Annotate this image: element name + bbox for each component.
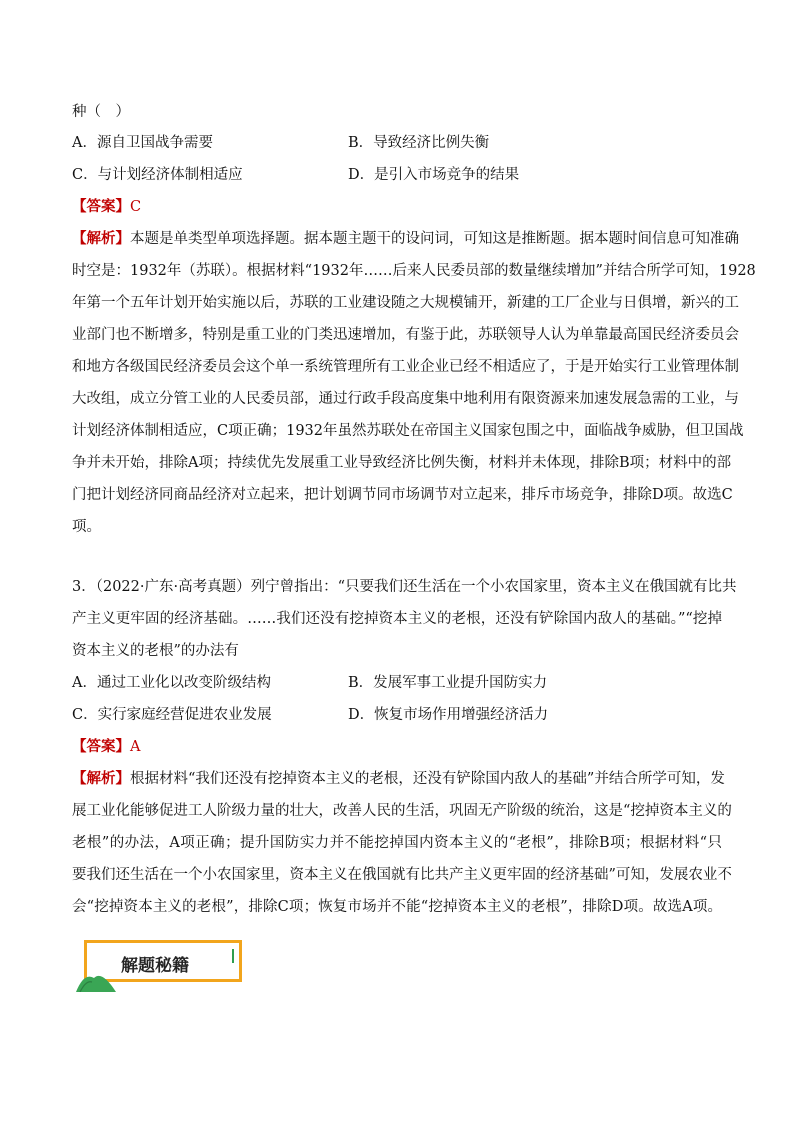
badge-accent-mark [232, 949, 234, 963]
question-3-stem: 3．（2022·广东·高考真题）列宁曾指出：“只要我们还生活在一个小农国家里，资本主义在俄国就有比共 [72, 579, 737, 595]
question-2-stem-tail: 种（ ） [72, 104, 130, 120]
answer-value: A [130, 739, 141, 755]
q2-analysis-line: 业部门也不断增多，特别是重工业的门类迅速增加，有鉴于此，苏联领导人认为单靠最高国民经济委员会 [72, 327, 739, 343]
q3-option-b: B．发展军事工业提升国防实力 [348, 675, 548, 691]
answer-value: C [130, 199, 142, 215]
q2-analysis-line: 【解析】本题是单类型单项选择题。据本题主题干的设问词，可知这是推断题。据本题时间信息可知准确 [72, 230, 739, 247]
q2-option-c: C．与计划经济体制相适应 [72, 167, 243, 183]
q3-option-d: D．恢复市场作用增强经济活力 [348, 707, 549, 723]
q3-analysis-line: 要我们还生活在一个小农国家里，资本主义在俄国就有比共产主义更牢固的经济基础”可知，发展农业不 [72, 867, 732, 883]
q2-option-b: B．导致经济比例失衡 [348, 135, 490, 151]
q3-analysis-line: 会“挖掉资本主义的老根”，排除C项；恢复市场并不能“挖掉资本主义的老根”，排除D项。故选A项。 [72, 899, 722, 915]
q2-option-d: D．是引入市场竞争的结果 [348, 167, 520, 183]
q2-analysis-line: 年第一个五年计划开始实施以后，苏联的工业建设随之大规模铺开，新建的工厂企业与日俱增，新兴的工 [72, 295, 739, 311]
q2-analysis-line: 项。 [72, 519, 101, 535]
q2-option-a: A．源自卫国战争需要 [72, 135, 213, 151]
q3-answer [72, 737, 722, 757]
analysis-tag: 【解析】 [72, 230, 130, 247]
q2-analysis-line: 时空是：1932年（苏联）。根据材料“1932年……后来人民委员部的数量继续增加”并结合所学可知，1928 [72, 263, 756, 279]
answer-tag: 【答案】 [72, 738, 130, 755]
section-badge-title: 解题秘籍 [121, 956, 189, 976]
q3-analysis-line: 老根”的办法，A项正确；提升国防实力并不能挖掉国内资本主义的“老根”，排除B项；根据材料“只 [72, 835, 722, 851]
hill-icon [76, 970, 116, 992]
q2-analysis-line: 大改组，成立分管工业的人民委员部，通过行政手段高度集中地利用有限资源来加速发展急需的工业，与 [72, 391, 739, 407]
q2-analysis-line: 计划经济体制相适应，C项正确；1932年虽然苏联处在帝国主义国家包围之中，面临战争威胁，但卫国战 [72, 423, 744, 439]
q2-answer [72, 197, 722, 217]
analysis-tag: 【解析】 [72, 770, 130, 787]
q3-analysis-line: 【解析】根据材料“我们还没有挖掉资本主义的老根，还没有铲除国内敌人的基础”并结合所学可知，发 [72, 770, 725, 787]
answer-tag: 【答案】 [72, 198, 130, 215]
q3-option-c: C．实行家庭经营促进农业发展 [72, 707, 272, 723]
q3-analysis-line: 展工业化能够促进工人阶级力量的壮大，改善人民的生活，巩固无产阶级的统治，这是“挖掉资本主义的 [72, 803, 732, 819]
q3-option-a: A．通过工业化以改变阶级结构 [72, 675, 271, 691]
q2-analysis-line: 门把计划经济同商品经济对立起来，把计划调节同市场调节对立起来，排斥市场竞争，排除D项。故选C [72, 487, 733, 503]
question-3-stem: 产主义更牢固的经济基础。……我们还没有挖掉资本主义的老根，还没有铲除国内敌人的基础。”“挖掉 [72, 611, 722, 627]
question-3-stem: 资本主义的老根”的办法有 [72, 643, 239, 659]
q2-analysis-line: 和地方各级国民经济委员会这个单一系统管理所有工业企业已经不相适应了，于是开始实行工业管理体制 [72, 359, 739, 375]
q2-analysis-line: 争并未开始，排除A项；持续优先发展重工业导致经济比例失衡，材料并未体现，排除B项；材料中的部 [72, 455, 732, 471]
